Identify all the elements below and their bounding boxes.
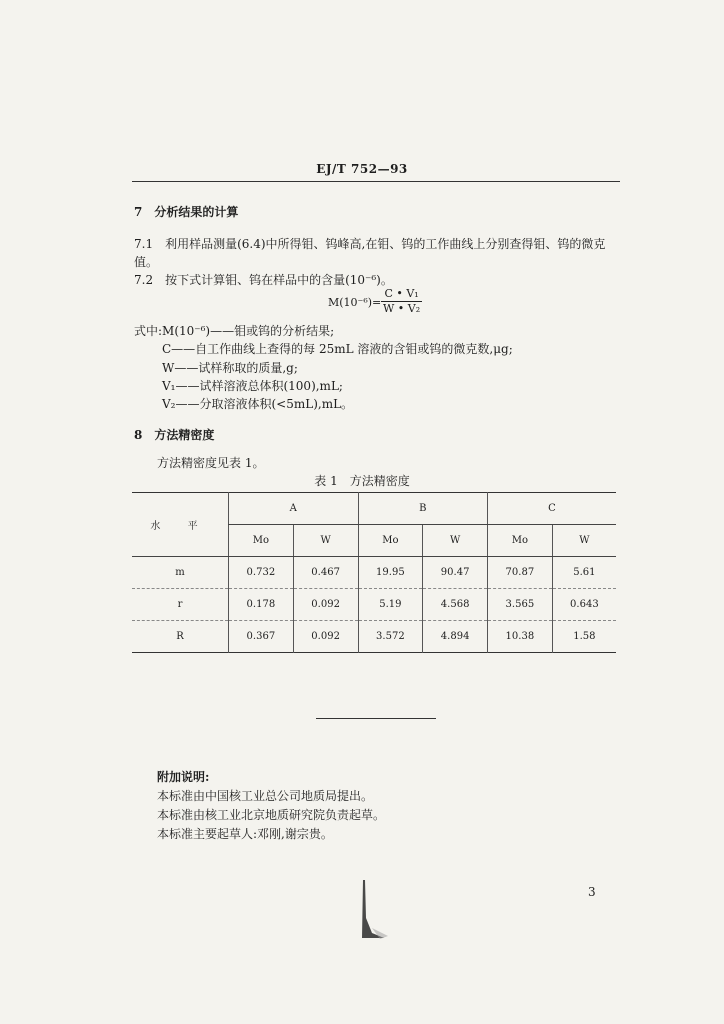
standard-code-header: EJ/T 752—93 — [316, 162, 408, 176]
section-7-title: 7 分析结果的计算 — [134, 205, 239, 219]
corner-cell — [132, 493, 229, 557]
group-header-b: B — [358, 493, 488, 525]
subheader-w: W — [423, 525, 488, 557]
section-7-1-line2: 值。 — [134, 255, 159, 269]
header-rule — [132, 181, 620, 182]
section-7-1-line1: 7.1 利用样品测量(6.4)中所得钼、钨峰高,在钼、钨的工作曲线上分别查得钼、钨的微克 — [134, 237, 606, 251]
definition-intro: 式中:M(10⁻⁶)——钼或钨的分析结果; — [134, 324, 335, 338]
page-number: 3 — [588, 885, 596, 899]
table-cell: 90.47 — [423, 557, 488, 589]
table-header-row — [132, 493, 616, 525]
table-cell: 70.87 — [488, 557, 553, 589]
table-cell: 1.58 — [552, 621, 616, 653]
section-8-title: 8 方法精密度 — [134, 428, 215, 442]
group-header-a: A — [229, 493, 359, 525]
table-cell: 5.61 — [552, 557, 616, 589]
formula-lhs: M(10⁻⁶)= — [328, 296, 382, 309]
note-line: 本标准主要起草人:邓刚,谢宗贵。 — [157, 827, 333, 841]
end-rule — [316, 718, 436, 719]
note-line: 本标准由核工业北京地质研究院负责起草。 — [157, 808, 386, 822]
table-cell: 0.643 — [552, 589, 616, 621]
definition-w: W——试样称取的质量,g; — [162, 361, 298, 375]
definition-v2: V₂——分取溶液体积(<5mL),mL。 — [162, 397, 354, 411]
formula-numerator: C • V₁ — [381, 287, 422, 302]
table-cell: 0.467 — [293, 557, 358, 589]
subheader-mo: Mo — [358, 525, 423, 557]
table-row — [132, 589, 616, 621]
table-cell: 19.95 — [358, 557, 423, 589]
scan-mark-icon — [350, 878, 390, 940]
definition-v1: V₁——试样溶液总体积(100),mL; — [162, 379, 343, 393]
row-label: m — [132, 557, 229, 589]
notes-title: 附加说明: — [157, 770, 210, 784]
table-cell: 3.565 — [488, 589, 553, 621]
formula-fraction — [381, 287, 422, 316]
definition-c: C——自工作曲线上查得的每 25mL 溶液的含钼或钨的微克数,μg; — [162, 342, 513, 356]
table-cell: 0.092 — [293, 589, 358, 621]
table-row — [132, 557, 616, 589]
precision-table — [132, 492, 616, 653]
table-cell: 10.38 — [488, 621, 553, 653]
table-row — [132, 621, 616, 653]
subheader-w: W — [552, 525, 616, 557]
row-label: r — [132, 589, 229, 621]
row-label: R — [176, 631, 184, 642]
table-cell: 0.367 — [229, 621, 294, 653]
table-cell: 3.572 — [358, 621, 423, 653]
table-cell: 0.732 — [229, 557, 294, 589]
group-header-c: C — [488, 493, 617, 525]
formula-denominator: W • V₂ — [383, 302, 421, 315]
table-cell: 4.894 — [423, 621, 488, 653]
table-cell: 5.19 — [358, 589, 423, 621]
level-label: 水 平 — [150, 521, 210, 532]
table-cell: 0.178 — [229, 589, 294, 621]
section-7-2: 7.2 按下式计算钼、钨在样品中的含量(10⁻⁶)。 — [134, 273, 393, 287]
table-cell: 4.568 — [423, 589, 488, 621]
note-line: 本标准由中国核工业总公司地质局提出。 — [157, 789, 374, 803]
section-8-text: 方法精密度见表 1。 — [157, 456, 265, 470]
subheader-w: W — [293, 525, 358, 557]
subheader-mo: Mo — [488, 525, 553, 557]
table-title: 表 1 方法精密度 — [314, 474, 410, 488]
table-cell: 0.092 — [293, 621, 358, 653]
subheader-mo: Mo — [229, 525, 294, 557]
